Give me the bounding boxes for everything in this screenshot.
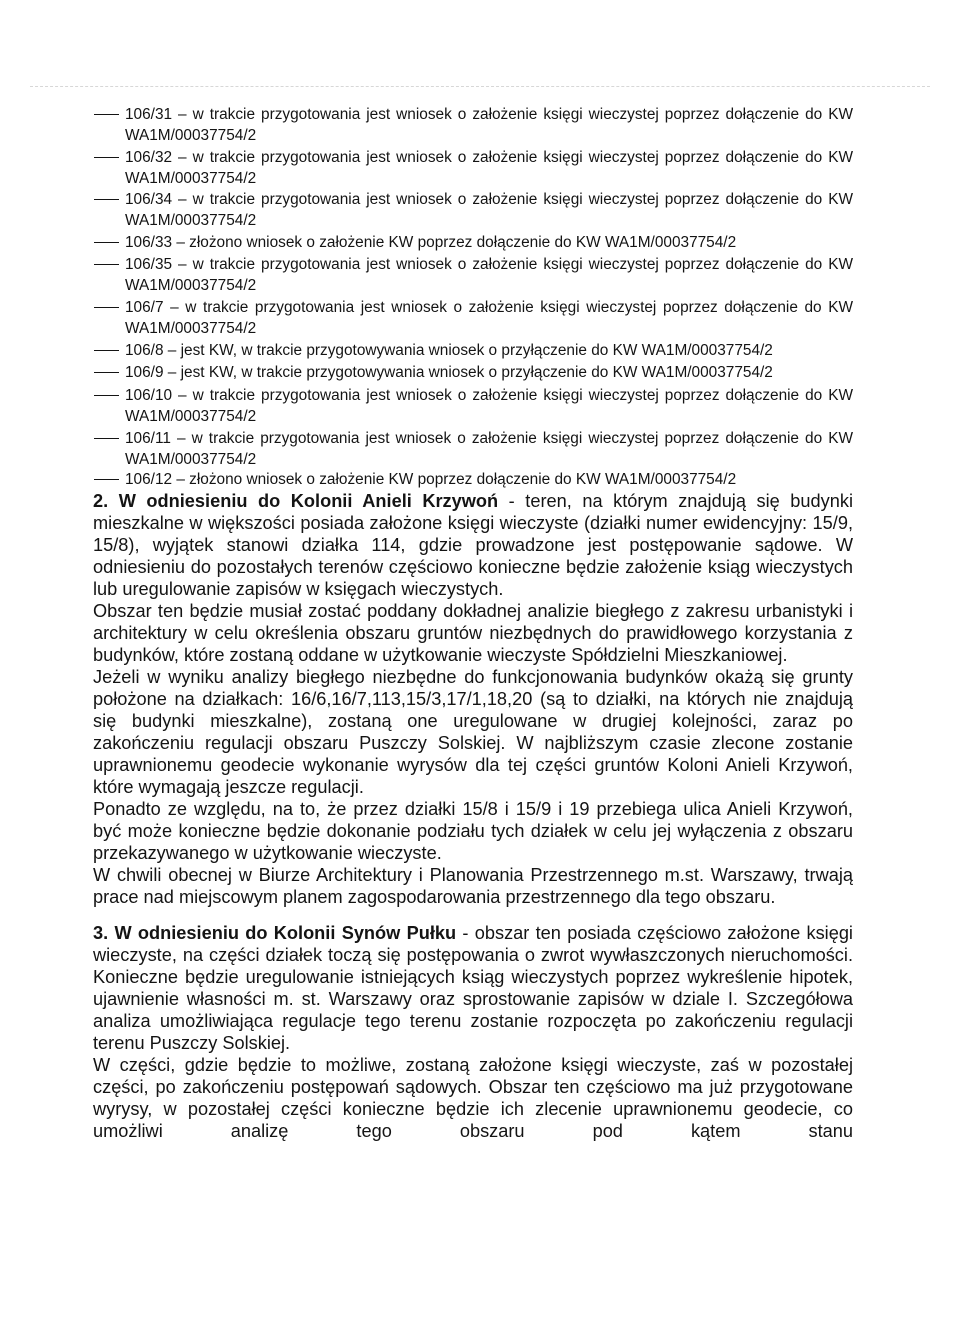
section-2-number: 2. [93, 491, 109, 511]
scan-artifact-line [30, 86, 930, 87]
list-item: 106/34 – w trakcie przygotowania jest wniosek o założenie księgi wieczystej poprzez dołączenie do KW WA1M/00037754/2 [125, 189, 853, 231]
list-item: 106/10 – w trakcie przygotowania jest wniosek o założenie księgi wieczystej poprzez dołączenie do KW WA1M/00037754/2 [125, 385, 853, 427]
dash-marker [94, 242, 119, 243]
list-item: 106/32 – w trakcie przygotowania jest wniosek o założenie księgi wieczystej poprzez dołączenie do KW WA1M/00037754/2 [125, 147, 853, 189]
list-item: 106/35 – w trakcie przygotowania jest wniosek o założenie księgi wieczystej poprzez dołączenie do KW WA1M/00037754/2 [125, 254, 853, 296]
dash-marker [94, 157, 119, 158]
list-item: 106/12 – złożono wniosek o założenie KW poprzez dołączenie do KW WA1M/00037754/2 [125, 469, 853, 490]
dash-marker [94, 395, 119, 396]
dash-marker [94, 307, 119, 308]
dash-marker [94, 350, 119, 351]
dash-marker [94, 479, 119, 480]
dash-marker [94, 199, 119, 200]
list-item: 106/31 – w trakcie przygotowania jest wniosek o założenie księgi wieczystej poprzez dołączenie do KW WA1M/00037754/2 [125, 104, 853, 146]
section-3-paragraph: W części, gdzie będzie to możliwe, zostaną założone księgi wieczyste, zaś w pozostałej części, po zakończeniu postępowań sądowych. Obszar ten częściowo ma już przygotowane wyrysy, w pozostałej części konieczne będzie ich zlecenie uprawnionemu geodecie, co umożliwi analizę tego obszaru pod kątem stanu [93, 1055, 853, 1141]
section-2-paragraph: W chwili obecnej w Biurze Architektury i Planowania Przestrzennego m.st. Warszawy, trwają prace nad miejscowym planem zagospodarowania przestrzennego dla tego obszaru. [93, 865, 853, 907]
list-item: 106/9 – jest KW, w trakcie przygotowywania wniosek o przyłączenie do KW WA1M/00037754/2 [125, 362, 853, 383]
list-item: 106/11 – w trakcie przygotowania jest wniosek o założenie księgi wieczystej poprzez dołączenie do KW WA1M/00037754/2 [125, 428, 853, 470]
dash-marker [94, 372, 119, 373]
list-item: 106/7 – w trakcie przygotowania jest wniosek o założenie księgi wieczystej poprzez dołączenie do KW WA1M/00037754/2 [125, 297, 853, 339]
list-item: 106/8 – jest KW, w trakcie przygotowywania wniosek o przyłączenie do KW WA1M/00037754/2 [125, 340, 853, 361]
section-2-paragraph: Obszar ten będzie musiał zostać poddany dokładnej analizie biegłego z zakresu urbanistyki i architektury w celu określenia obszaru gruntów niezbędnych do prawidłowego korzystania z budynków, które zostaną oddane w użytkowanie wieczyste Spółdzielni Mieszkaniowej. [93, 601, 853, 665]
section-3-intro: 3. W odniesieniu do Kolonii Synów Pułku - obszar ten posiada częściowo założone księgi wieczyste, na części działek toczą się postępowania o zwrot wywłaszczonych nieruchomości. Konieczne będzie uregulowanie istniejących ksiąg wieczystych poprzez wykreślenie hipotek, ujawnienie własności m. st. Warszawy oraz sprostowanie zapisów w dziale I. Szczegółowa analiza umożliwiająca regulacje tego terenu zostanie rozpoczęta po zakończeniu regulacji terenu Puszczy Solskiej. [93, 923, 853, 1053]
section-2-paragraph: Ponadto ze względu, na to, że przez działki 15/8 i 15/9 i 19 przebiega ulica Anieli Krzywoń, być może konieczne będzie dokonanie podziału tych działek w celu jej wyłączenia z obszaru przekazywanego w użytkowanie wieczyste. [93, 799, 853, 863]
section-2-intro: 2. W odniesieniu do Kolonii Anieli Krzywoń - teren, na którym znajdują się budynki mieszkalne w większości posiada założone księgi wieczyste (działki numer ewidencyjny: 15/9, 15/8), wyjątek stanowi działka 114, gdzie prowadzone jest postępowanie sądowe. W odniesieniu do pozostałych terenów częściowo konieczne będzie założenie ksiąg wieczystych lub uregulowanie zapisów w księgach wieczystych. [93, 491, 853, 599]
list-item: 106/33 – złożono wniosek o założenie KW poprzez dołączenie do KW WA1M/00037754/2 [125, 232, 853, 253]
dash-marker [94, 438, 119, 439]
section-2-heading: W odniesieniu do Kolonii Anieli Krzywoń [118, 491, 499, 511]
dash-marker [94, 114, 119, 115]
dash-marker [94, 264, 119, 265]
section-2-paragraph: Jeżeli w wyniku analizy biegłego niezbędne do funkcjonowania budynków okażą się grunty położone na działkach: 16/6,16/7,113,15/3,17/1,18,20 (są to działki, na których nie znajdują się budynki mieszkalne), zostaną one uregulowane w drugiej kolejności, zaraz po zakończeniu regulacji obszaru Puszczy Solskiej. W najbliższym czasie zlecone zostanie uprawnionemu geodecie wykonanie wyrysów dla tej części gruntów Koloni Anieli Krzywoń, które wymagają jeszcze regulacji. [93, 667, 853, 797]
section-3-heading: W odniesieniu do Kolonii Synów Pułku [114, 923, 457, 943]
body-text [93, 490, 853, 1142]
section-3-number: 3. [93, 923, 109, 943]
